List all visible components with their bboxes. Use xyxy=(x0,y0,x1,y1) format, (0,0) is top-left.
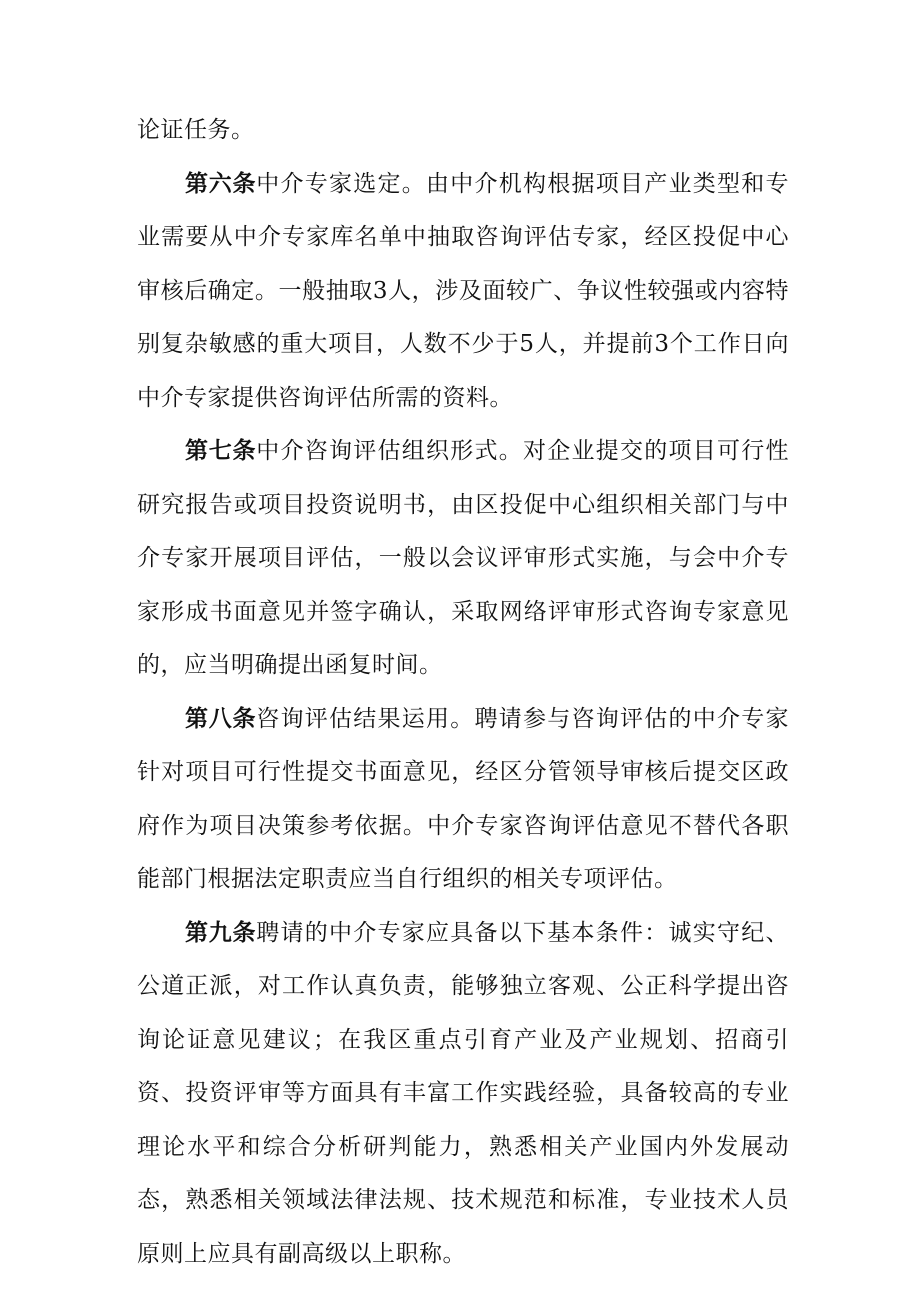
article-7 xyxy=(137,425,789,693)
article-6-body: 中介专家选定。由中介机构根据项目产业类型和专业需要从中介专家库名单中抽取咨询评估专家，经区投促中心审核后确定。一般抽取3人，涉及面较广、争议性较强或内容特别复杂敏感的重大项目，人数不少于5人，并提前3个工作日向中介专家提供咨询评估所需的资料。 xyxy=(137,170,789,411)
article-8 xyxy=(137,693,789,907)
article-9-body: 聘请的中介专家应具备以下基本条件：诚实守纪、公道正派，对工作认真负责，能够独立客观、公正科学提出咨询论证意见建议；在我区重点引育产业及产业规划、招商引资、投资评审等方面具有丰富工作实践经验，具备较高的专业理论水平和综合分析研判能力，熟悉相关产业国内外发展动态，熟悉相关领域法律法规、技术规范和标准，专业技术人员原则上应具有副高级以上职称。 xyxy=(137,919,789,1267)
document-body xyxy=(137,104,789,1281)
article-6-title: 第六条 xyxy=(185,170,257,197)
article-8-title: 第八条 xyxy=(185,705,257,732)
article-8-body: 咨询评估结果运用。聘请参与咨询评估的中介专家针对项目可行性提交书面意见，经区分管领导审核后提交区政府作为项目决策参考依据。中介专家咨询评估意见不替代各职能部门根据法定职责应当自行组织的相关专项评估。 xyxy=(137,705,789,892)
article-9 xyxy=(137,907,789,1282)
article-9-title: 第九条 xyxy=(185,919,257,946)
article-7-body: 中介咨询评估组织形式。对企业提交的项目可行性研究报告或项目投资说明书，由区投促中心组织相关部门与中介专家开展项目评估，一般以会议评审形式实施，与会中介专家形成书面意见并签字确认，采取网络评审形式咨询专家意见的，应当明确提出函复时间。 xyxy=(137,438,789,678)
article-7-title: 第七条 xyxy=(185,438,257,464)
article-6 xyxy=(137,158,789,426)
continuation-text: 论证任务。 xyxy=(137,117,255,143)
